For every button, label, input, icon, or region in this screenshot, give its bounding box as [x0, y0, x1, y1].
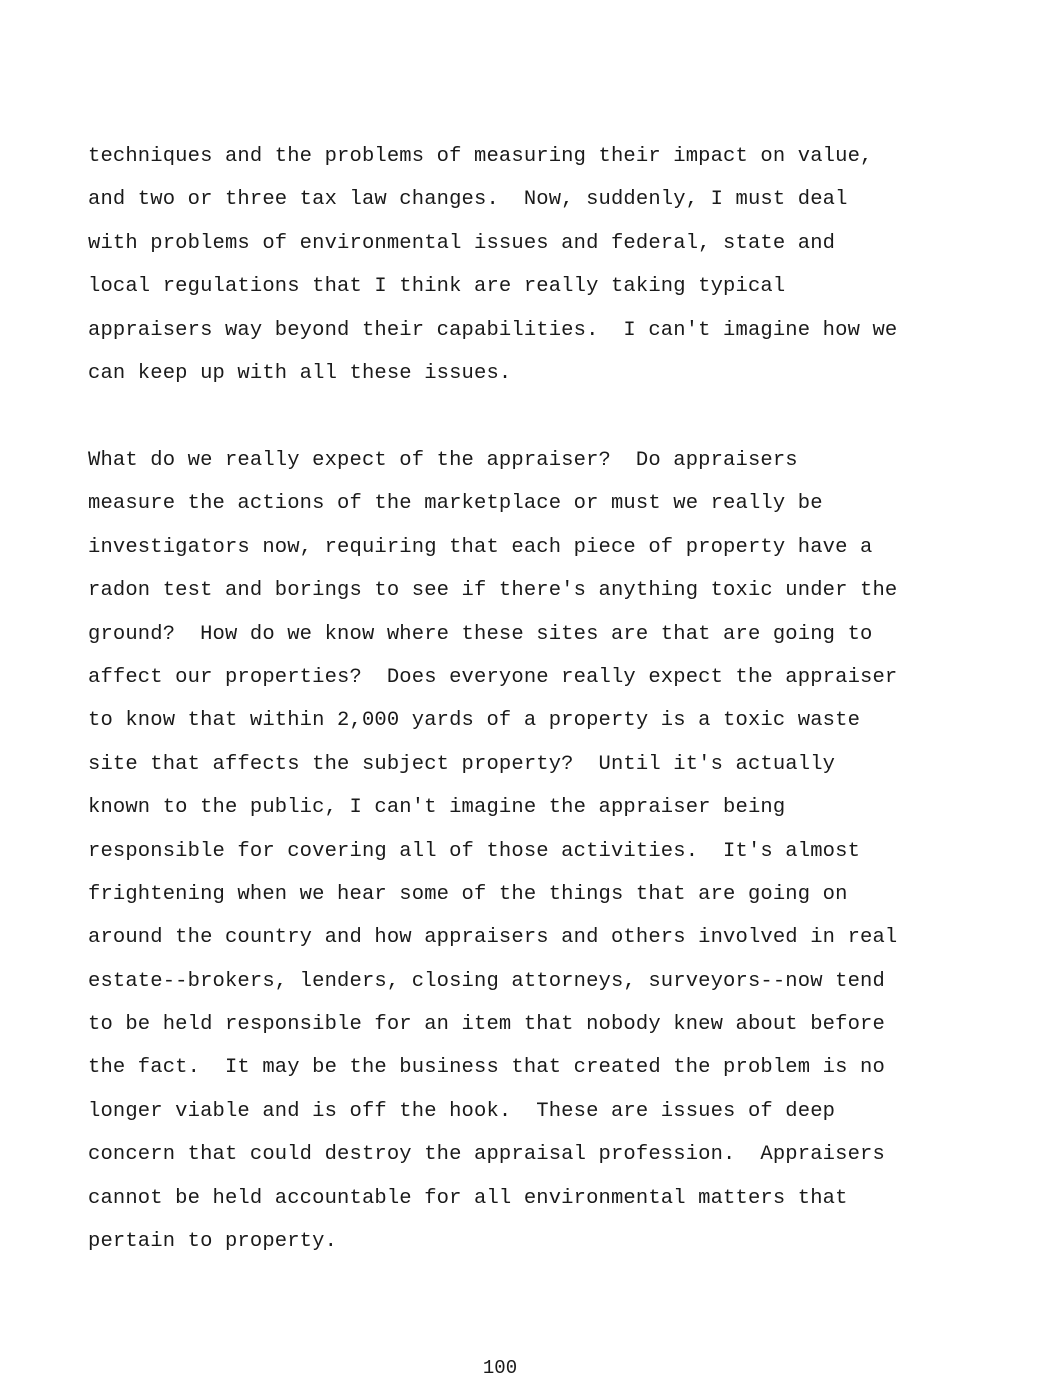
- text-line: measure the actions of the marketplace or must we really be: [88, 492, 823, 516]
- text-line: techniques and the problems of measuring their impact on value,: [88, 145, 873, 168]
- text-line: concern that could destroy the appraisal profession. Appraisers: [88, 1143, 885, 1167]
- text-line: the fact. It may be the business that created the problem is no: [88, 1056, 885, 1080]
- text-line: around the country and how appraisers and others involved in real: [88, 926, 898, 950]
- text-line: to be held responsible for an item that nobody knew about before: [88, 1013, 885, 1037]
- text-line: ground? How do we know where these sites are that are going to: [88, 622, 873, 646]
- text-line: pertain to property.: [88, 1230, 338, 1254]
- paragraph-2: [88, 439, 988, 1263]
- text-line: site that affects the subject property? Until it's actually: [88, 752, 836, 776]
- page-number: 100: [482, 1357, 518, 1379]
- text-line: known to the public, I can't imagine the appraiser being: [88, 796, 786, 820]
- text-line: local regulations that I think are really taking typical: [88, 275, 786, 299]
- text-line: and two or three tax law changes. Now, suddenly, I must deal: [88, 188, 848, 212]
- text-line: with problems of environmental issues and federal, state and: [88, 231, 836, 255]
- text-line: affect our properties? Does everyone really expect the appraiser: [88, 665, 898, 689]
- text-line: estate--brokers, lenders, closing attorneys, surveyors--now tend: [88, 969, 885, 993]
- text-line: responsible for covering all of those activities. It's almost: [88, 839, 861, 863]
- paragraph-1: [88, 135, 988, 395]
- text-line: longer viable and is off the hook. These are issues of deep: [88, 1099, 836, 1123]
- text-line: to know that within 2,000 yards of a property is a toxic waste: [88, 709, 861, 733]
- text-line: investigators now, requiring that each piece of property have a: [88, 535, 873, 559]
- text-line: What do we really expect of the appraiser? Do appraisers: [88, 449, 798, 472]
- text-line: can keep up with all these issues.: [88, 361, 512, 385]
- text-line: appraisers way beyond their capabilities. I can't imagine how we: [88, 318, 898, 342]
- text-line: radon test and borings to see if there's anything toxic under the: [88, 579, 898, 603]
- text-line: cannot be held accountable for all environmental matters that: [88, 1186, 848, 1210]
- text-line: frightening when we hear some of the things that are going on: [88, 882, 848, 906]
